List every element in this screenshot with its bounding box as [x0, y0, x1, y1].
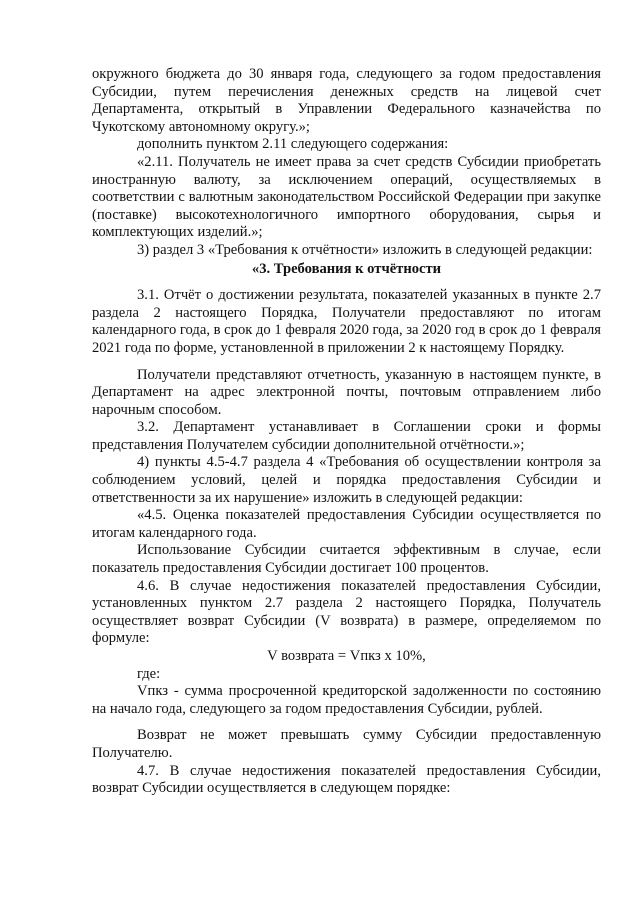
paragraph-item-4-6: 4.6. В случае недостижения показателей предоставления Субсидии, установленных пунктом 2.7 раздела 2 настоящего Порядка, Получатель осуществляет возврат Субсидии (V возврата) в размере, определяемом по формуле: — [92, 577, 601, 647]
paragraph-return-limit: Возврат не может превышать сумму Субсидии предоставленную Получателю. — [92, 727, 601, 761]
paragraph-reporting-delivery: Получатели представляют отчетность, указанную в настоящем пункте, в Департамент на адрес электронной почты, почтовым отправлением либо нарочным способом. — [92, 366, 601, 418]
paragraph-add-item-2-11: дополнить пунктом 2.11 следующего содержания: — [137, 136, 449, 153]
paragraph-item-4-5: «4.5. Оценка показателей предоставления Субсидии осуществляется по итогам календарного года. — [92, 507, 601, 541]
paragraph-items-4-5-4-7-intro: 4) пункты 4.5-4.7 раздела 4 «Требования об осуществлении контроля за соблюдением условий, целей и порядка предоставления Субсидии и ответственности за их нарушение» изложить в следующей редакции: — [92, 454, 601, 506]
formula-line: V возврата = Vпкз х 10%, — [267, 648, 426, 664]
formula-where-label: где: — [137, 665, 161, 682]
section-heading: «3. Требования к отчётности — [251, 260, 442, 277]
paragraph-item-3-1: 3.1. Отчёт о достижении результата, показателей указанных в пункте 2.7 раздела 2 настоящего Порядка, Получатели предоставляют по итогам календарного года, в срок до 1 февраля 2020 года, за 2020 год в срок до 1 февраля 2021 года по форме, установленной в приложении 2 к настоящему Порядку. — [92, 287, 601, 356]
paragraph-budget-return: окружного бюджета до 30 января года, следующего за годом предоставления Субсидии, путем перечисления денежных средств на лицевой счет Департамента, открытый в Управлении Федерального казначейства по Чукотскому автономному округу.»; — [92, 66, 601, 135]
paragraph-item-3-2: 3.2. Департамент устанавливает в Соглашении сроки и формы представления Получателем субсидии дополнительной отчётности.»; — [92, 419, 601, 453]
paragraph-item-2-11: «2.11. Получатель не имеет права за счет средств Субсидии приобретать иностранную валюту, за исключением операций, осуществляемых в соответствии с валютным законодательством Российской Федерации при закупке (поставке) высокотехнологичного импортного оборудования, сырья и комплектующих изделий.»; — [92, 153, 601, 241]
paragraph-item-4-7: 4.7. В случае недостижения показателей предоставления Субсидии, возврат Субсидии осуществляется в следующем порядке: — [92, 762, 601, 797]
paragraph-efficiency: Использование Субсидии считается эффективным в случае, если показатель предоставления Субсидии достигает 100 процентов. — [92, 542, 601, 577]
paragraph-vpkz-definition: Vпкз - сумма просроченной кредиторской задолженности по состоянию на начало года, следующего за годом предоставления Субсидии, рублей. — [92, 683, 601, 717]
page-body — [92, 66, 601, 798]
paragraph-section-3-intro: 3) раздел 3 «Требования к отчётности» изложить в следующей редакции: — [137, 241, 593, 258]
